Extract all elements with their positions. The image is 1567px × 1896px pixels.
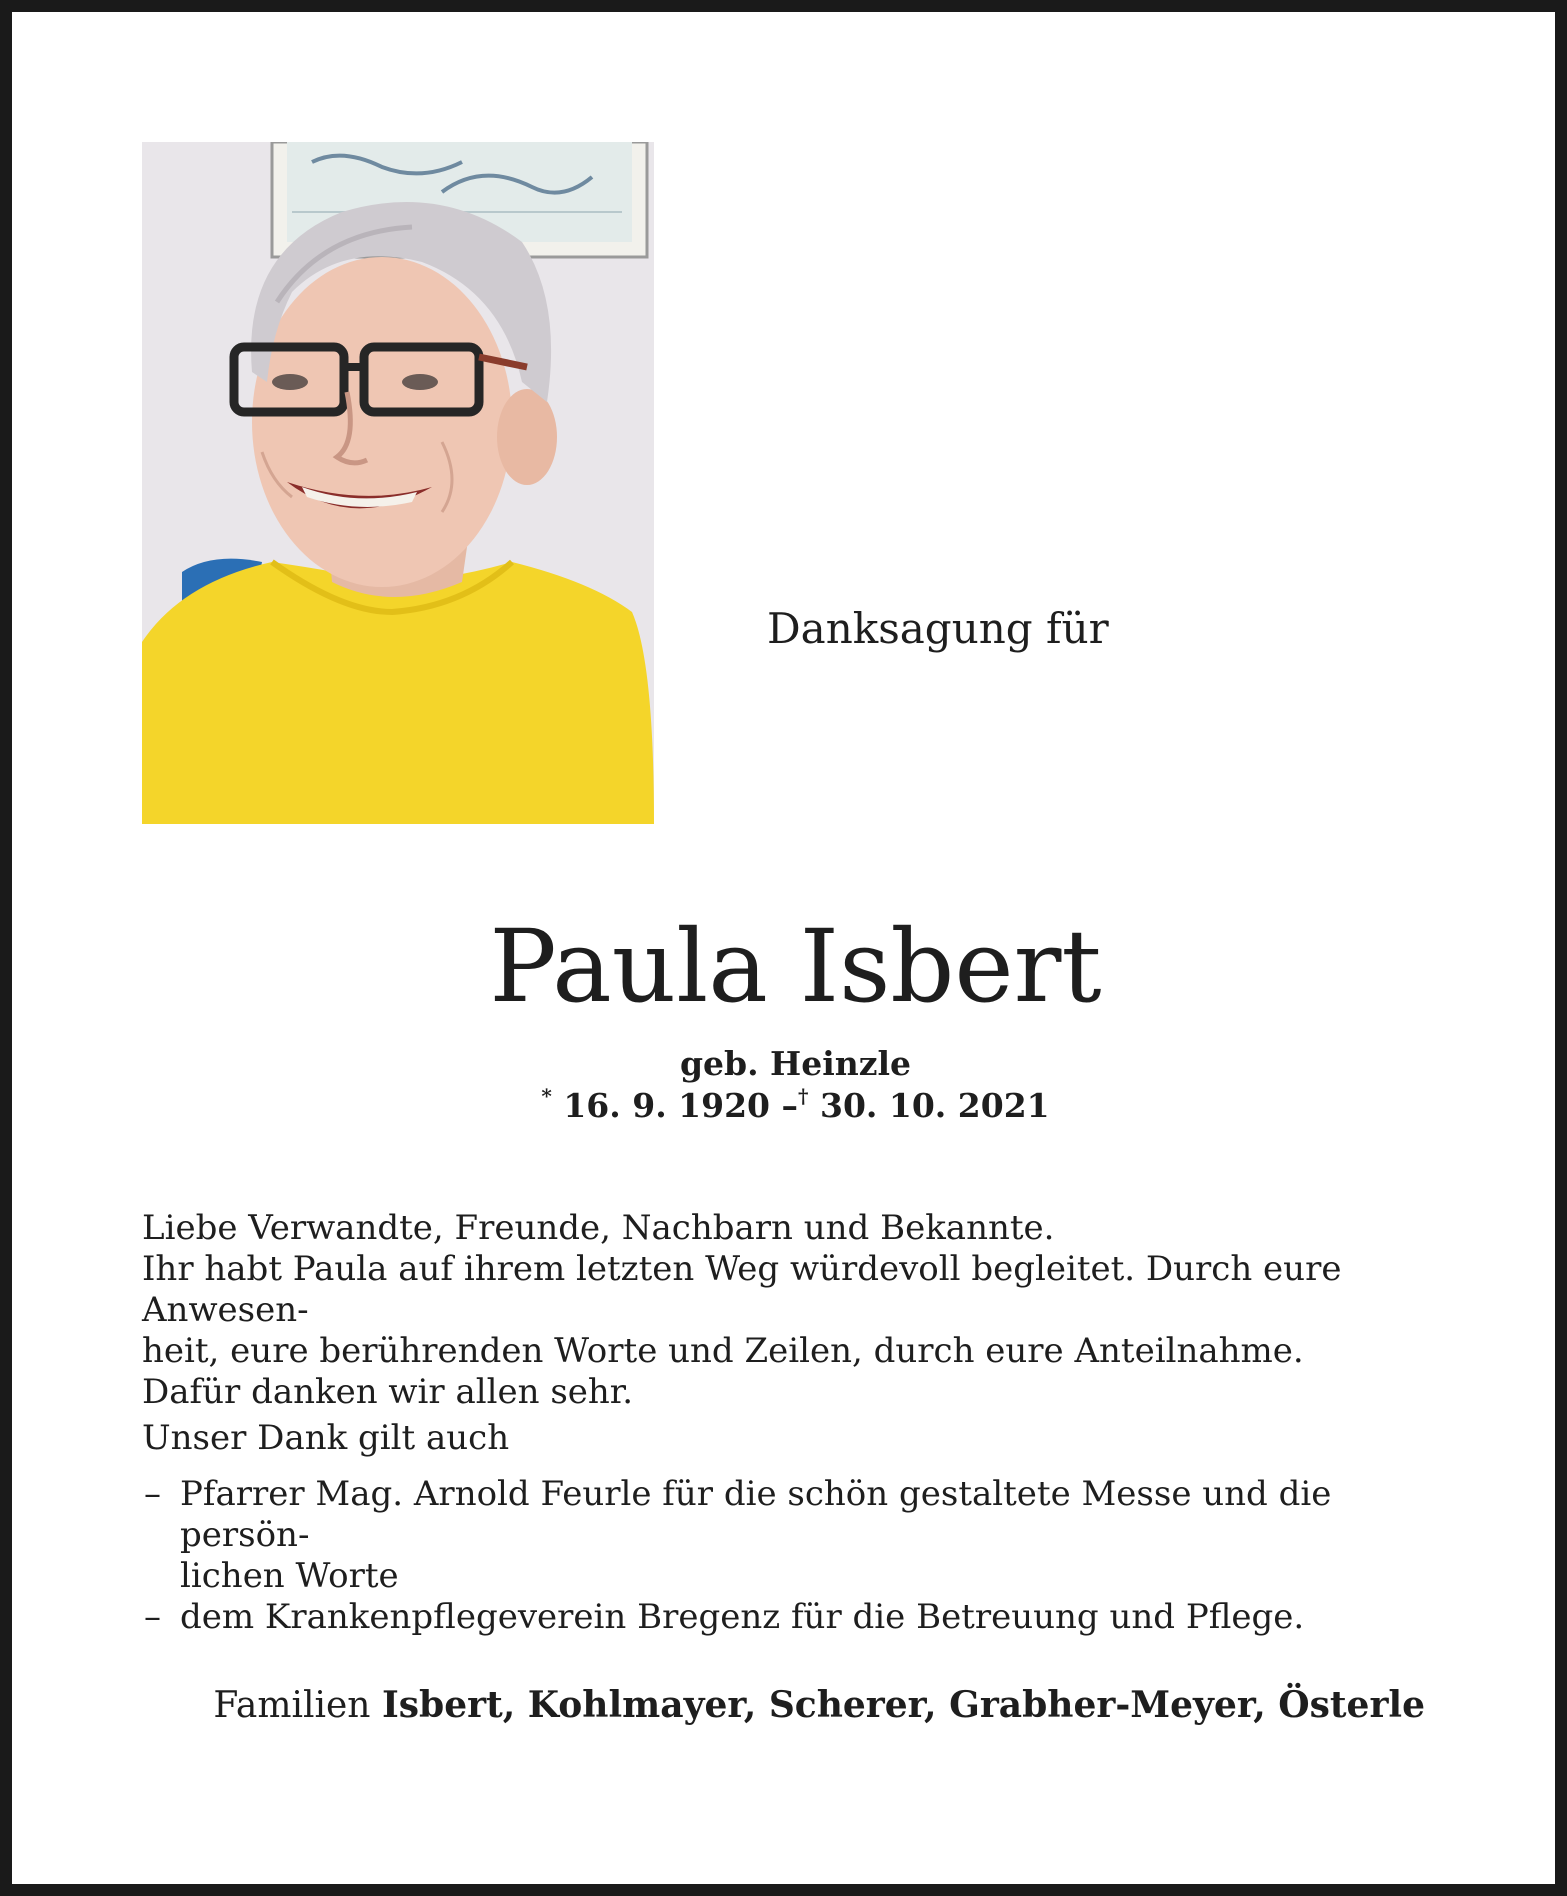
thanks-intro: Unser Dank gilt auch xyxy=(142,1418,510,1458)
list-item xyxy=(142,1474,1452,1597)
date-separator: – xyxy=(781,1086,799,1125)
portrait-illustration xyxy=(142,142,654,824)
family-names: Isbert, Kohlmayer, Scherer, Grabher-Meyer, Österle xyxy=(381,1684,1425,1726)
message-line: heit, eure berührenden Worte und Zeilen, durch eure Anteilnahme. xyxy=(142,1331,1304,1371)
thanks-heading: Danksagung für xyxy=(767,604,1109,653)
list-item xyxy=(142,1597,1452,1638)
message-line: Liebe Verwandte, Freunde, Nachbarn und Bekannte. xyxy=(142,1208,1055,1248)
life-dates xyxy=(12,1086,1567,1126)
message-line: Ihr habt Paula auf ihrem letzten Weg würdevoll begleitet. Durch eure Anwesen- xyxy=(142,1249,1342,1330)
death-symbol: † xyxy=(798,1084,809,1108)
signature-prefix: Familien xyxy=(213,1685,371,1726)
portrait-photo xyxy=(142,142,654,824)
thanks-message xyxy=(142,1208,1452,1413)
list-item-line: lichen Worte xyxy=(180,1556,399,1596)
dash-bullet: – xyxy=(144,1597,161,1637)
deceased-name: Paula Isbert xyxy=(489,908,1102,1025)
message-line: Dafür danken wir allen sehr. xyxy=(142,1372,634,1412)
list-item-line: dem Krankenpflegeverein Bregenz für die Betreuung und Pflege. xyxy=(180,1597,1305,1637)
dash-bullet: – xyxy=(144,1474,161,1514)
birth-date: 16. 9. 1920 xyxy=(563,1086,771,1125)
birth-symbol: * xyxy=(541,1084,552,1108)
thanks-list xyxy=(142,1474,1452,1638)
list-item-line: Pfarrer Mag. Arnold Feurle für die schön gestaltete Messe und die persön- xyxy=(180,1474,1332,1555)
death-date: 30. 10. 2021 xyxy=(819,1086,1050,1125)
signature xyxy=(213,1684,1425,1727)
maiden-name: geb. Heinzle xyxy=(679,1044,912,1083)
